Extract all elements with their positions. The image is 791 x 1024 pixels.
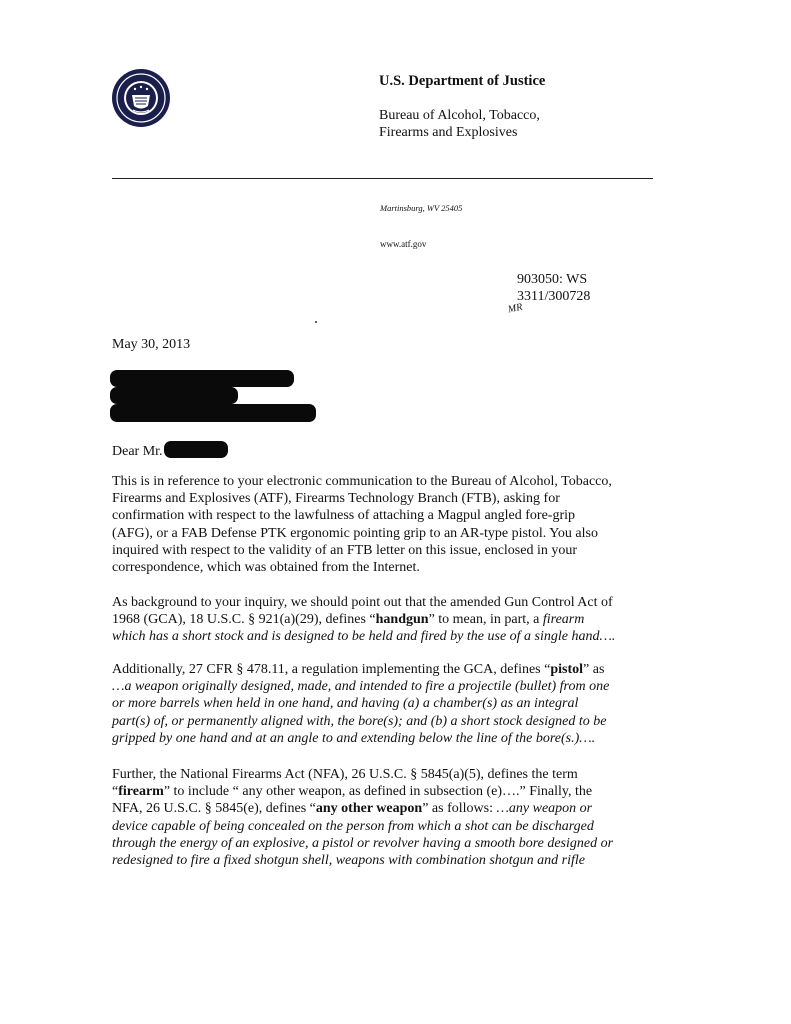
scan-speck — [315, 321, 317, 323]
department-name: U.S. Department of Justice — [379, 73, 546, 89]
bureau-name: Bureau of Alcohol, Tobacco, Firearms and Explosives — [379, 108, 540, 140]
salutation: Dear Mr. — [112, 441, 228, 460]
paragraph-handgun-definition: As background to your inquiry, we should point out that the amended Gun Control Act of 1968 (GCA), 18 U.S.C. § 921(a)(29), defines “handgun” to mean, in part, a firearm which has a short stock and is designed to be held and fired by the use of a single hand…. — [112, 595, 616, 645]
website: www.atf.gov — [380, 239, 427, 249]
paragraph-inquiry: This is in reference to your electronic communication to the Bureau of Alcohol, Tobacco, Firearms and Explosives (ATF), Firearms Technology Branch (FTB), asking for confirmation with respect to the lawfulness of attaching a Magpul angled fore-grip (AFG), or a FAB Defense PTK ergonomic pointing grip to an AR-type pistol. You also inquired with respect to the validity of an FTB letter on this issue, enclosed in your correspondence, which was obtained from the Internet. — [112, 474, 612, 576]
doj-atf-seal-icon — [111, 68, 171, 128]
redacted-name — [164, 441, 228, 458]
reference-line-1: 903050: WS — [517, 272, 588, 287]
reference-line-2: 3311/300728 — [517, 289, 591, 304]
redacted-address-line-1 — [110, 370, 294, 387]
reference-numbers — [517, 271, 590, 305]
term-handgun: handgun — [375, 612, 429, 628]
term-pistol: pistol — [550, 662, 584, 677]
handwritten-initials: MR — [507, 301, 524, 316]
paragraph-pistol-definition: Additionally, 27 CFR § 478.11, a regulation implementing the GCA, defines “pistol” as …a weapon originally designed, made, and intended to fire a projectile (bullet) from one or more barrels when held in one hand, and having (a) a chamber(s) as an integral part(s) of, or permanently aligned with, the bore(s); and (b) a short stock designed to be gripped by one hand and at an angle to and extending below the line of the bore(s.)…. — [112, 662, 610, 746]
letter-date: May 30, 2013 — [112, 337, 191, 352]
letterhead-divider — [112, 178, 653, 179]
paragraph-nfa-definition: Further, the National Firearms Act (NFA), 26 U.S.C. § 5845(a)(5), defines the term “firearm” to include “ any other weapon, as defined in subsection (e)….” Finally, the NFA, 26 U.S.C. § 5845(e), defines “any other weapon” as follows: …any weapon or device capable of being concealed on the person from which a shot can be discharged through the energy of an explosive, a pistol or revolver having a smooth bore designed or redesigned to fire a fixed shotgun shell, weapons with combination shotgun and rifle — [112, 767, 614, 869]
redacted-address-line-3 — [110, 404, 316, 422]
office-location: Martinsburg, WV 25405 — [380, 203, 463, 213]
term-firearm: firearm — [118, 784, 164, 800]
redacted-address-line-2 — [110, 387, 238, 404]
term-any-other-weapon: any other weapon — [315, 801, 423, 817]
